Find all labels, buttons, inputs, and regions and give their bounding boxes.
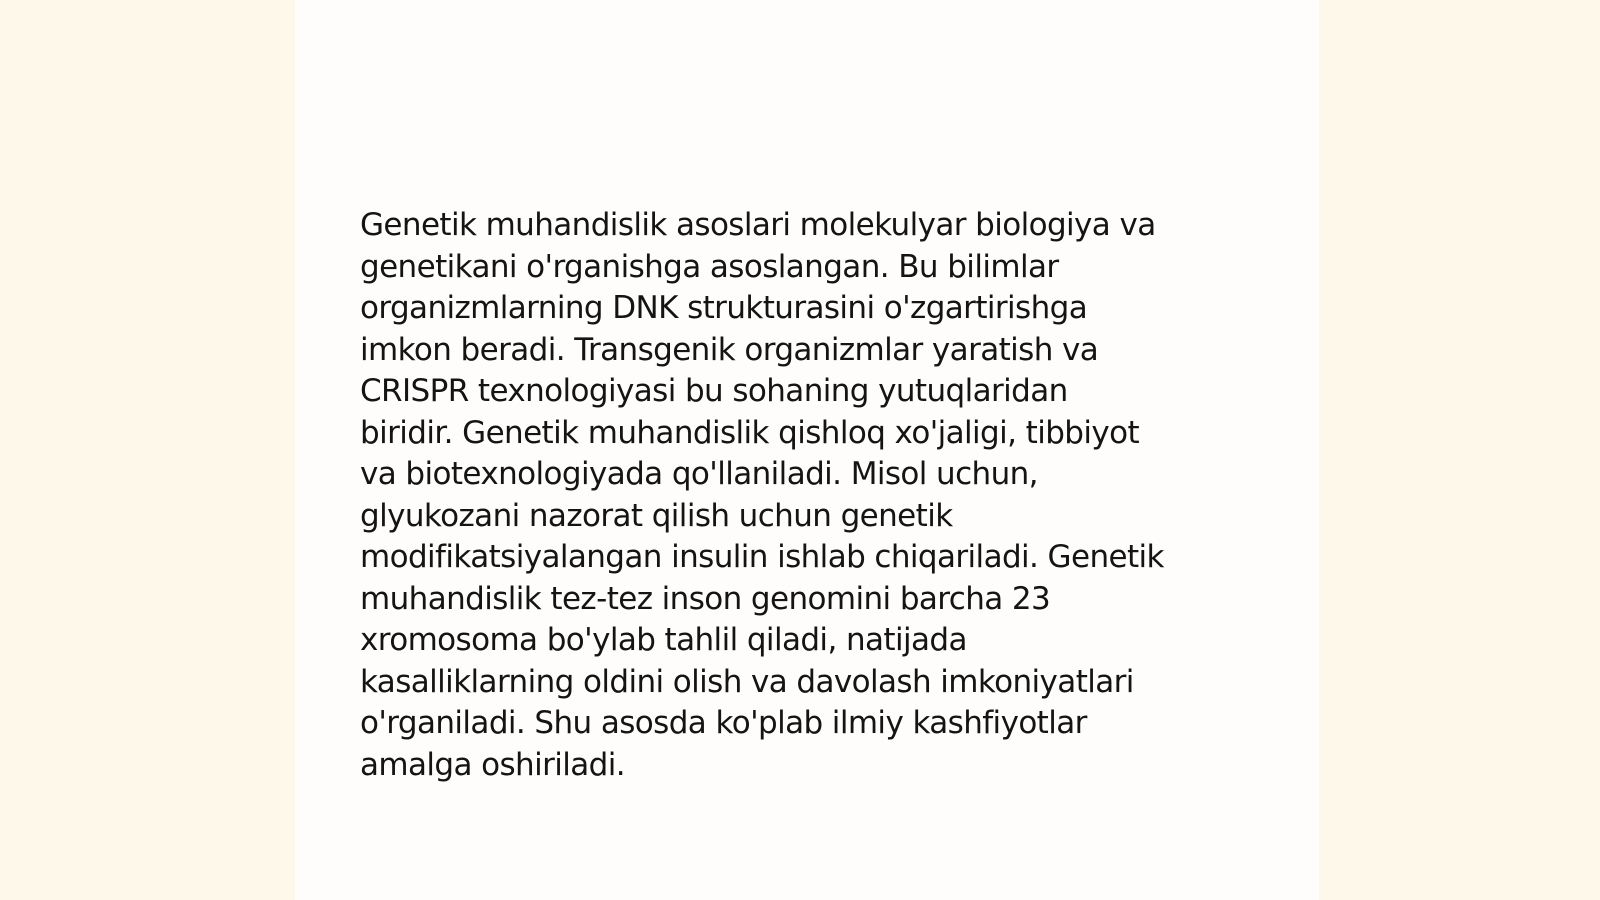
paragraph-line: va biotexnologiyada qo'llaniladi. Misol uchun,	[360, 456, 1038, 492]
paragraph-line: organizmlarning DNK strukturasini o'zgartirishga	[360, 290, 1088, 326]
paragraph-line: kasalliklarning oldini olish va davolash imkoniyatlari	[360, 663, 1134, 700]
paragraph-line: glyukozani nazorat qilish uchun genetik	[360, 497, 953, 534]
paragraph-line: genetikani o'rganishga asoslangan. Bu bilimlar	[360, 248, 1059, 285]
paragraph-line: muhandislik tez-tez inson genomini barcha 23	[360, 580, 1051, 617]
paragraph-line: modifikatsiyalangan insulin ishlab chiqariladi. Genetik	[360, 539, 1164, 575]
paragraph-line: biridir. Genetik muhandislik qishloq xo'jaligi, tibbiyot	[360, 414, 1140, 451]
paragraph-line: amalga oshiriladi.	[360, 746, 626, 783]
paragraph-line: o'rganiladi. Shu asosda ko'plab ilmiy kashfiyotlar	[360, 705, 1087, 741]
paragraph-line: imkon beradi. Transgenik organizmlar yaratish va	[360, 331, 1099, 368]
paragraph-line: xromosoma bo'ylab tahlil qiladi, natijada	[360, 622, 967, 658]
paragraph-line: CRISPR texnologiyasi bu sohaning yutuqlaridan	[360, 373, 1068, 409]
document-page	[295, 0, 1319, 900]
body-paragraph	[360, 205, 1260, 786]
paragraph-line: Genetik muhandislik asoslari molekulyar biologiya va	[360, 207, 1156, 243]
